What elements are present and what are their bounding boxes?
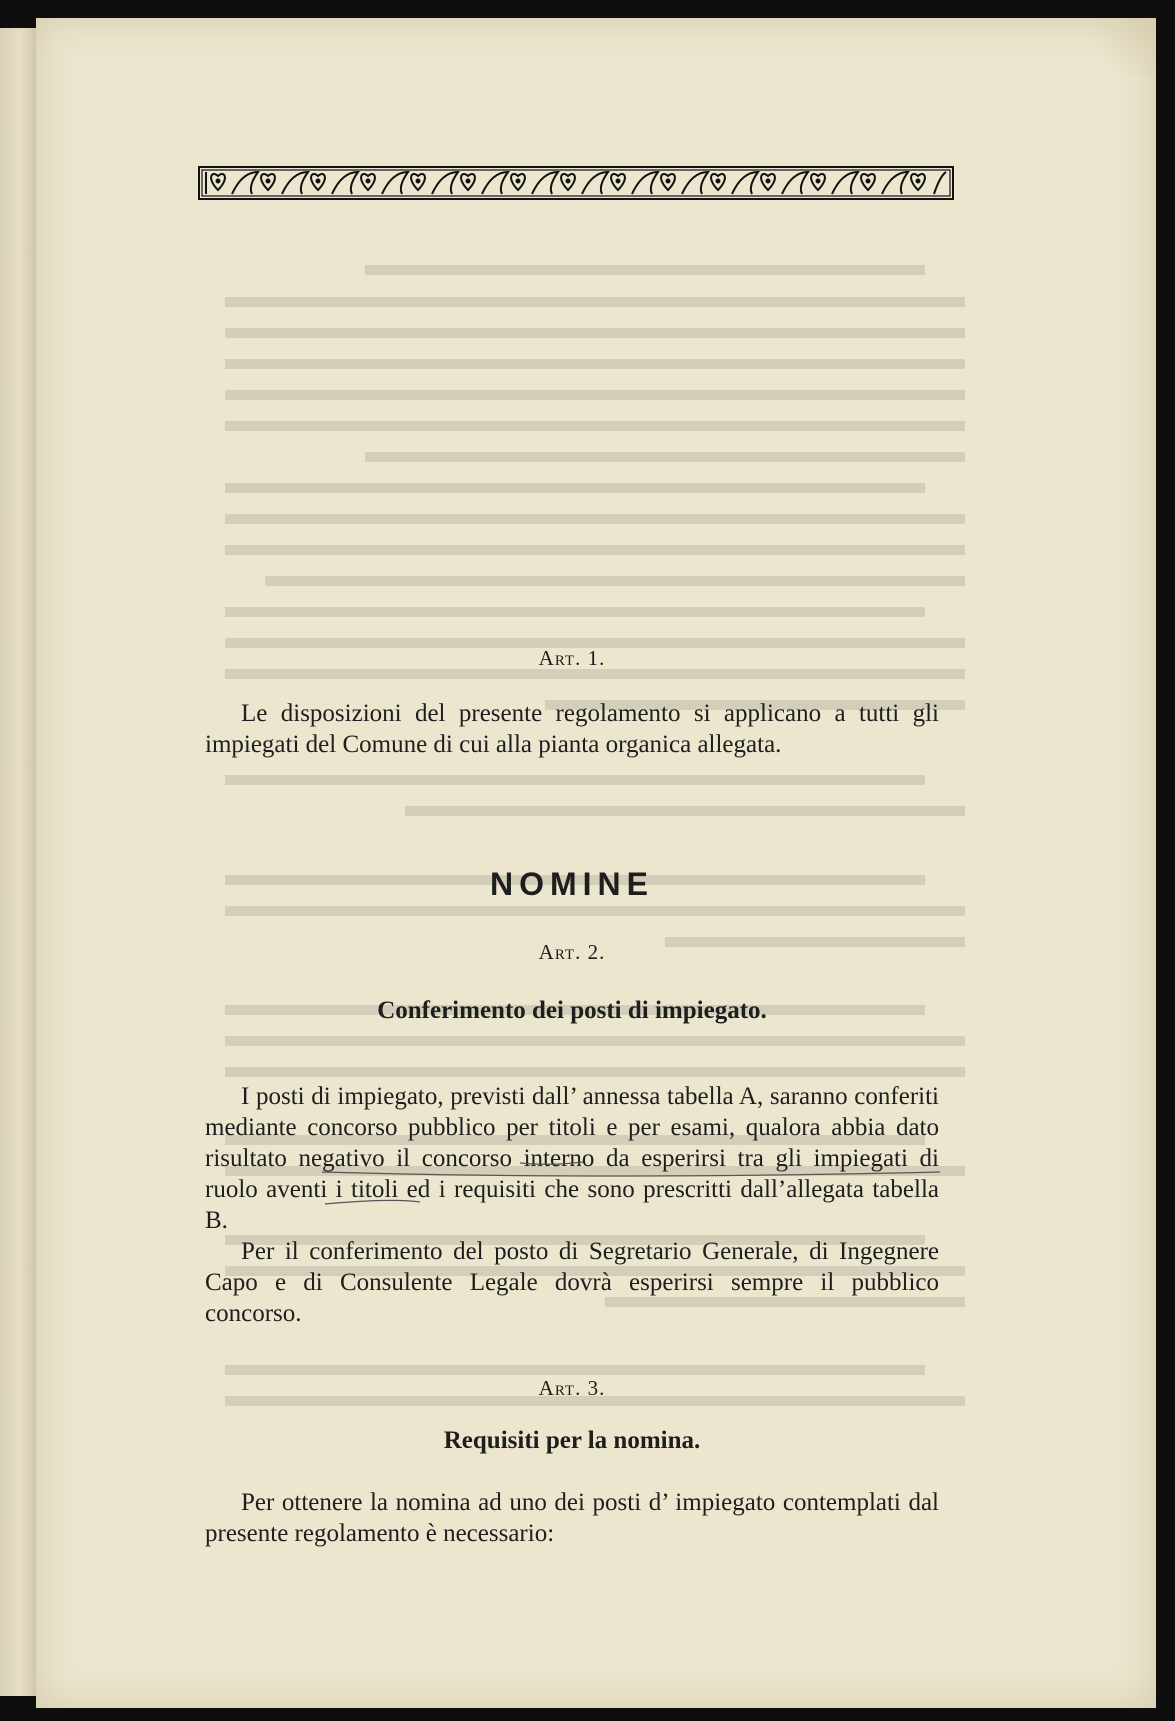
ornamental-border: [198, 166, 954, 200]
section-title: NOMINE: [490, 866, 654, 902]
art-1-label: Art. 1.: [538, 646, 606, 670]
art-3-label: Art. 3.: [538, 1376, 606, 1400]
art-2-paragraph-1: I posti di impiegato, previsti dall’ annessa tabella A, saranno conferiti mediante concorso pubblico per titoli e per esami, qualora abbia dato risultato negativo il concorso interno da esperirsi tra gli impiegati di ruolo aventi i titoli ed i requisiti che sono prescritti dall’allegata tabella B.: [205, 1083, 939, 1234]
art-2-title: Conferimento dei posti di impiegato.: [377, 997, 767, 1024]
art-2-label: Art. 2.: [538, 940, 606, 964]
art-3-title: Requisiti per la nomina.: [443, 1427, 701, 1454]
art-1-text: Le disposizioni del presente regolamento si applicano a tutti gli impiegati del Comune di cui alla pianta organica allegata.: [205, 700, 939, 758]
corner-stain: [1076, 18, 1156, 78]
pencil-underline-marks: [300, 1160, 950, 1210]
art-3-paragraph-1: Per ottenere la nomina ad uno dei posti d’ impiegato contemplati dal presente regolamento è necessario:: [205, 1489, 939, 1547]
left-page-edge: [0, 28, 38, 1696]
art-2-paragraph-2: Per il conferimento del posto di Segretario Generale, di Ingegnere Capo e di Consulente Legale dovrà esperirsi sempre il pubblico concorso.: [205, 1238, 939, 1327]
